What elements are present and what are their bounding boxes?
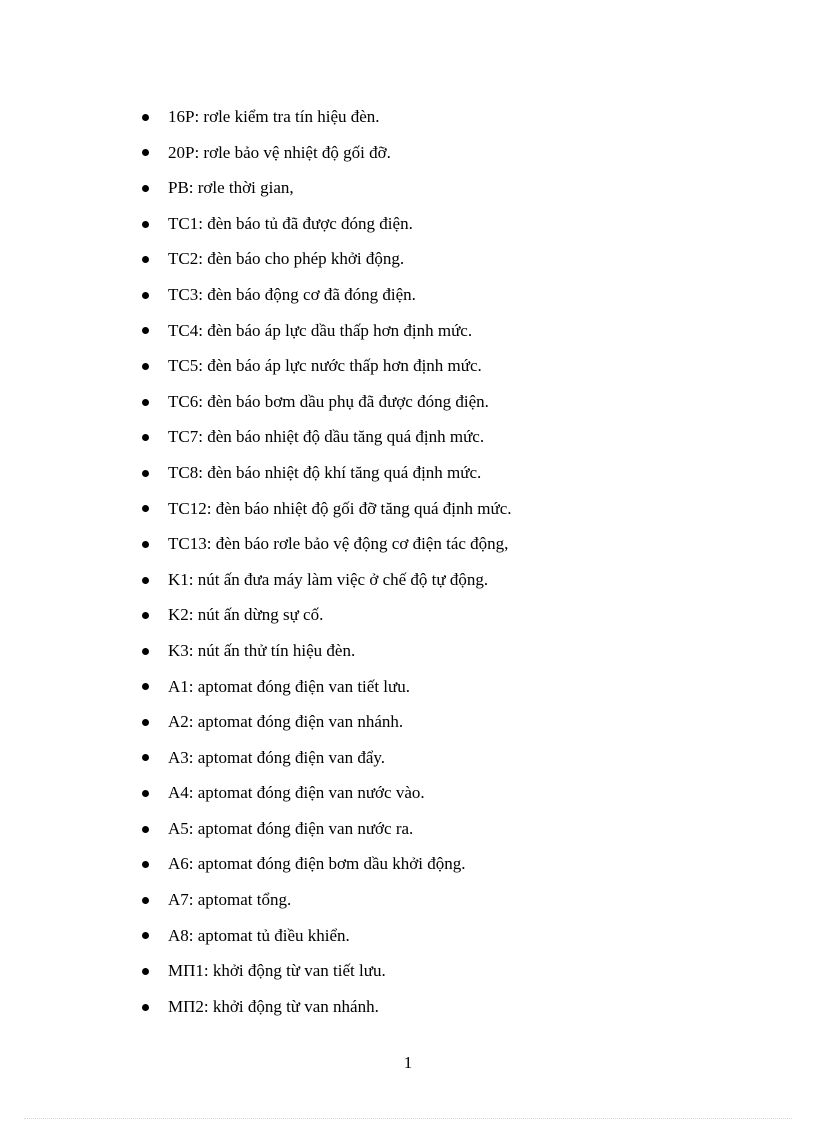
list-item (140, 241, 512, 277)
page-bottom-divider (24, 1118, 792, 1119)
list-item-text: TC2: đèn báo cho phép khởi động. (168, 249, 405, 269)
bullet-icon (142, 434, 149, 441)
bullet-icon (142, 968, 149, 975)
list-item-text: TC8: đèn báo nhiệt độ khí tăng quá định mức. (168, 462, 482, 482)
list-item-text: A6: aptomat đóng điện bơm dầu khởi động. (168, 854, 466, 874)
list-item-text: A4: aptomat đóng điện van nước vào. (168, 783, 425, 803)
list-item-text: K3: nút ấn thử tín hiệu đèn. (168, 640, 356, 660)
list-item-text: MП1: khởi động từ van tiết lưu. (168, 961, 386, 981)
list-item (140, 206, 512, 242)
list-item-text: TC4: đèn báo áp lực dầu thấp hơn định mức. (168, 320, 473, 340)
list-item-text: A3: aptomat đóng điện van đẩy. (168, 747, 386, 767)
bullet-icon (142, 612, 149, 619)
bullet-icon (142, 256, 149, 263)
list-item (140, 455, 512, 491)
bullet-icon (142, 399, 149, 406)
bullet-icon (142, 327, 149, 334)
list-item-text: 20P: rơle bảo vệ nhiệt độ gối đỡ. (168, 142, 391, 162)
list-item (140, 669, 512, 705)
bullet-icon (142, 861, 149, 868)
list-item (140, 135, 512, 171)
list-item (140, 277, 512, 313)
list-item-text: TC3: đèn báo động cơ đã đóng điện. (168, 284, 416, 304)
list-item (140, 313, 512, 349)
bullet-icon (142, 363, 149, 370)
bullet-icon (142, 1004, 149, 1011)
list-item-text: PB: rơle thời gian, (168, 178, 294, 198)
bullet-icon (142, 932, 149, 939)
list-item-text: TC5: đèn báo áp lực nước thấp hơn định mức. (168, 356, 482, 376)
list-item-text: A2: aptomat đóng điện van nhánh. (168, 712, 404, 732)
list-item-text: TC13: đèn báo rơle bảo vệ động cơ điện tác động, (168, 534, 509, 554)
bullet-icon (142, 149, 149, 156)
list-item (140, 348, 512, 384)
page-number: 1 (403, 1053, 413, 1072)
bullet-icon (142, 897, 149, 904)
list-item (140, 775, 512, 811)
bullet-icon (142, 719, 149, 726)
bullet-icon (142, 221, 149, 228)
list-item (140, 882, 512, 918)
bullet-icon (142, 114, 149, 121)
list-item (140, 953, 512, 989)
bullet-icon (142, 185, 149, 192)
bullet-icon (142, 826, 149, 833)
list-item-text: A8: aptomat tủ điều khiển. (168, 925, 350, 945)
bullet-icon (142, 292, 149, 299)
list-item (140, 384, 512, 420)
list-item (140, 633, 512, 669)
list-item (140, 740, 512, 776)
list-item-text: A1: aptomat đóng điện van tiết lưu. (168, 676, 410, 696)
list-item (140, 562, 512, 598)
bullet-icon (142, 505, 149, 512)
list-item-text: 16P: rơle kiểm tra tín hiệu đèn. (168, 107, 380, 126)
list-item-text: TC12: đèn báo nhiệt độ gối đỡ tăng quá định mức. (168, 498, 512, 518)
bullet-icon (142, 790, 149, 797)
list-item-text: TC1: đèn báo tủ đã được đóng điện. (168, 213, 413, 233)
bullet-icon (142, 541, 149, 548)
list-item (140, 811, 512, 847)
list-item-text: K1: nút ấn đưa máy làm việc ở chế độ tự động. (168, 569, 489, 589)
list-item (140, 491, 512, 527)
list-item (140, 597, 512, 633)
bullet-icon (142, 683, 149, 690)
list-item (140, 846, 512, 882)
bullet-icon (142, 648, 149, 655)
list-item (140, 99, 512, 135)
list-item-text: A7: aptomat tổng. (168, 890, 292, 910)
list-item (140, 918, 512, 954)
list-item-text: MП2: khởi động từ van nhánh. (168, 996, 379, 1016)
list-item (140, 419, 512, 455)
list-item-text: A5: aptomat đóng điện van nước ra. (168, 818, 414, 838)
bullet-icon (142, 470, 149, 477)
list-item-text: K2: nút ấn dừng sự cố. (168, 605, 324, 625)
list-item (140, 170, 512, 206)
legend-bullet-list (140, 99, 512, 1024)
list-item-text: TC7: đèn báo nhiệt độ dầu tăng quá định mức. (168, 427, 485, 447)
list-item (140, 989, 512, 1025)
list-item-text: TC6: đèn báo bơm dầu phụ đã được đóng điện. (168, 391, 489, 411)
bullet-icon (142, 577, 149, 584)
bullet-icon (142, 754, 149, 761)
list-item (140, 526, 512, 562)
list-item (140, 704, 512, 740)
